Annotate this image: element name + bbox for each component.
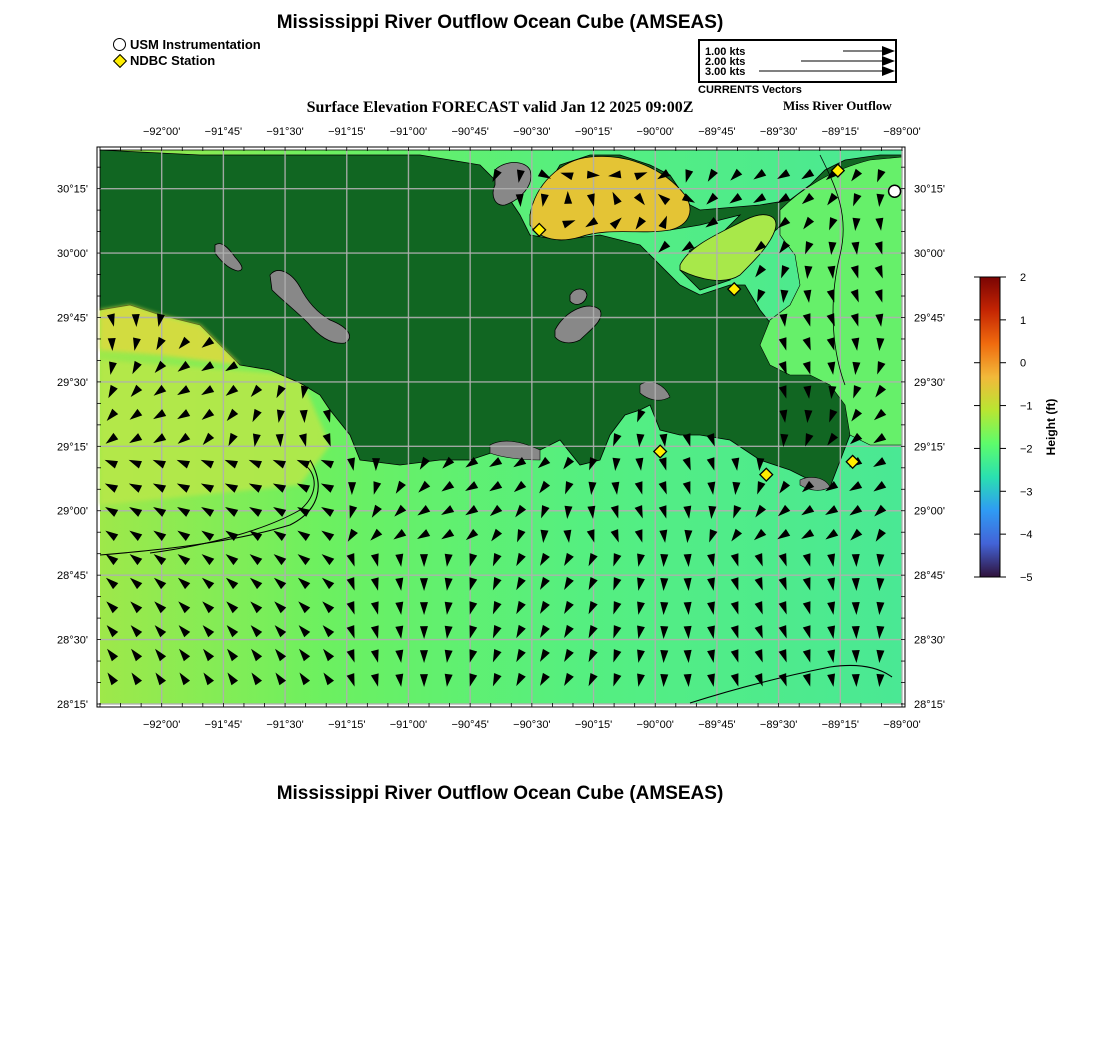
lon-label-top: −89°45' <box>698 126 736 138</box>
colorbar-tick-label: 2 <box>1020 272 1027 284</box>
lon-label-top: −89°15' <box>821 126 860 138</box>
vector-key-label-3: 3.00 kts <box>705 66 746 78</box>
lon-label-bottom: −89°30' <box>759 719 798 731</box>
colorbar-tick-label: −2 <box>1020 443 1033 456</box>
lon-label-top: −92°00' <box>142 126 181 138</box>
lat-label-left: 28°30' <box>57 634 88 647</box>
lon-label-bottom: −89°45' <box>698 719 736 731</box>
lon-label-top: −91°00' <box>389 126 428 138</box>
lat-label-left: 28°45' <box>57 570 88 583</box>
lat-label-right: 29°15' <box>914 441 945 454</box>
lat-label-left: 29°30' <box>57 376 88 389</box>
height-colorbar <box>960 265 1070 585</box>
lat-label-left: 28°15' <box>57 699 88 711</box>
lon-label-top: −91°45' <box>204 126 243 138</box>
lat-label-right: 28°15' <box>914 699 945 711</box>
lon-label-top: −90°45' <box>451 126 489 138</box>
colorbar-ramp <box>980 277 1000 577</box>
lat-label-right: 29°00' <box>914 505 945 518</box>
lon-label-top: −90°15' <box>574 126 613 138</box>
lat-label-left: 29°00' <box>57 505 88 518</box>
white-circle-icon <box>113 38 127 52</box>
lon-label-bottom: −92°00' <box>142 719 181 731</box>
lon-label-bottom: −90°30' <box>513 719 551 731</box>
lat-label-right: 30°15' <box>914 183 945 196</box>
lat-label-right: 29°45' <box>914 312 945 325</box>
lon-label-top: −91°15' <box>328 126 366 138</box>
colorbar-tick-label: 1 <box>1020 314 1027 327</box>
lat-label-right: 28°45' <box>914 570 945 583</box>
colorbar-tick-label: −4 <box>1020 529 1033 542</box>
vector-key-label-2: 2.00 kts <box>705 56 746 68</box>
latitude-labels-right <box>914 184 945 711</box>
lon-label-top: −89°30' <box>759 126 798 138</box>
lon-label-bottom: −89°00' <box>883 719 921 731</box>
colorbar-tick-label: −1 <box>1020 400 1033 413</box>
plot-subtitle: Surface Elevation FORECAST valid Jan 12 2025 09:00Z <box>306 99 694 116</box>
page-title-repeat: Mississippi River Outflow Ocean Cube (AMSEAS) <box>276 783 724 804</box>
vector-key-label-1: 1.00 kts <box>705 46 746 58</box>
usm-instrument-marker[interactable] <box>889 185 901 197</box>
lat-label-right: 28°30' <box>914 634 945 647</box>
page-title: Mississippi River Outflow Ocean Cube (AMSEAS) <box>276 12 724 33</box>
colorbar-tick-label: −3 <box>1020 486 1033 499</box>
lon-label-top: −89°00' <box>883 126 921 138</box>
latitude-labels-left <box>57 184 88 711</box>
lat-label-right: 30°00' <box>914 248 945 261</box>
lon-label-top: −90°30' <box>513 126 551 138</box>
lon-label-bottom: −91°30' <box>266 719 304 731</box>
map-area <box>100 150 902 704</box>
colorbar-tick-label: −5 <box>1020 572 1033 584</box>
colorbar-tick-label: 0 <box>1020 357 1027 370</box>
lon-label-top: −90°00' <box>636 126 674 138</box>
vector-key-arrows <box>700 41 895 81</box>
lat-label-left: 30°15' <box>57 183 88 196</box>
longitude-labels-bottom <box>143 719 921 731</box>
lon-label-bottom: −90°15' <box>574 719 613 731</box>
lon-label-bottom: −90°00' <box>636 719 674 731</box>
lon-label-bottom: −89°15' <box>821 719 860 731</box>
colorbar-label: Height (ft) <box>1044 398 1058 456</box>
plot-tag: Miss River Outflow <box>783 98 892 113</box>
legend-usm-instrumentation <box>113 37 261 52</box>
lon-label-top: −91°30' <box>266 126 304 138</box>
surface-elevation-map <box>0 115 1000 735</box>
lon-label-bottom: −91°45' <box>204 719 243 731</box>
longitude-labels-top <box>143 126 921 138</box>
lon-label-bottom: −91°15' <box>328 719 366 731</box>
legend-ndbc-station <box>113 53 215 68</box>
lon-label-bottom: −90°45' <box>451 719 489 731</box>
yellow-diamond-icon <box>113 54 127 68</box>
lat-label-left: 29°45' <box>57 312 88 325</box>
lat-label-right: 29°30' <box>914 376 945 389</box>
legend-ndbc-label: NDBC Station <box>130 53 216 68</box>
lat-label-left: 30°00' <box>57 248 88 261</box>
currents-vector-key <box>698 39 897 83</box>
legend-usm-label: USM Instrumentation <box>130 37 261 52</box>
vector-key-caption: CURRENTS Vectors <box>698 84 802 96</box>
lat-label-left: 29°15' <box>57 441 88 454</box>
lon-label-bottom: −91°00' <box>389 719 428 731</box>
